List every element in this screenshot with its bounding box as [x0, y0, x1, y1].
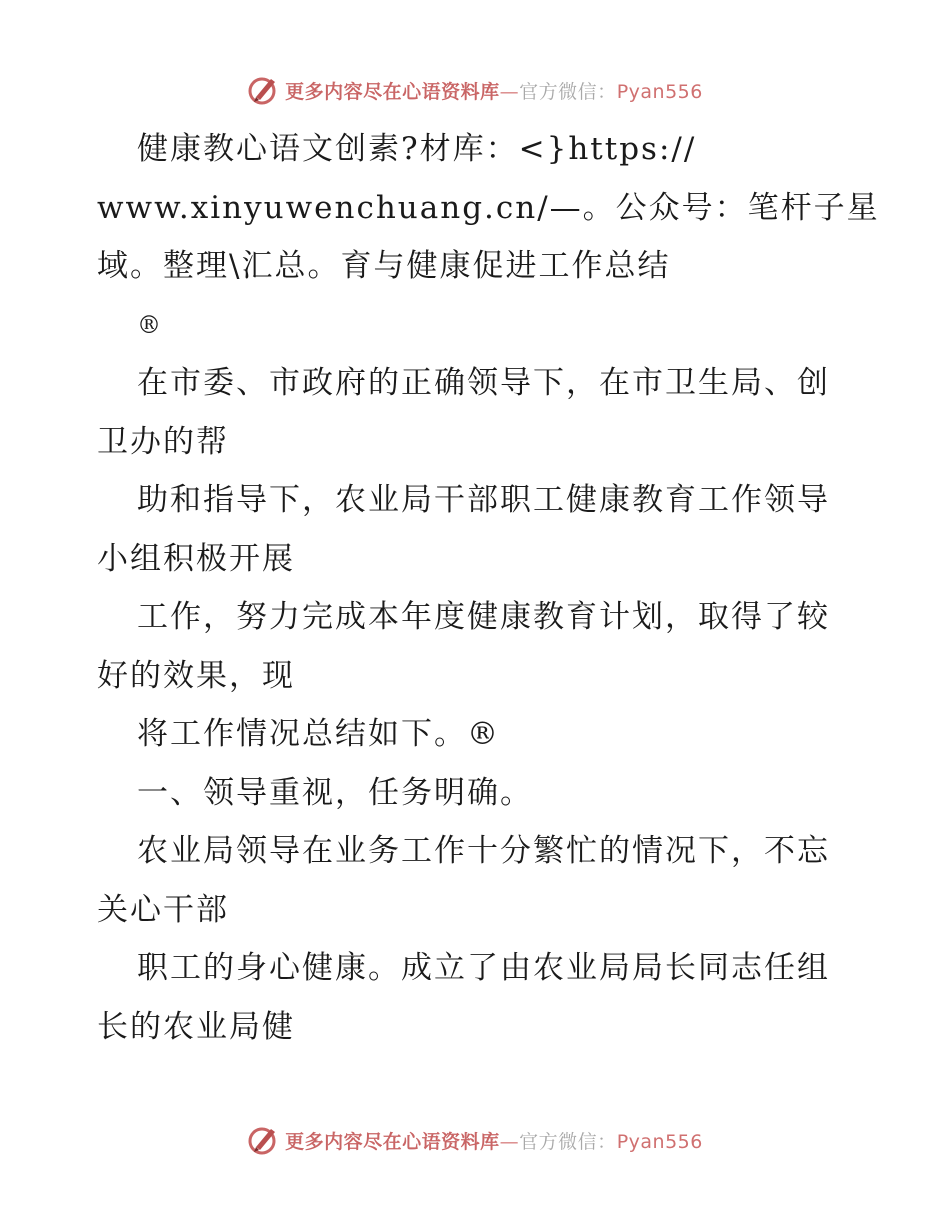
footer-banner [0, 1120, 950, 1160]
banner-dash: — [499, 1130, 520, 1153]
doc-registered-mark: ® [137, 310, 163, 339]
doc-line: 将工作情况总结如下。® [137, 716, 500, 752]
doc-section-heading: 一、领导重视，任务明确。 [137, 774, 533, 811]
doc-line: 小组积极开展 [97, 540, 295, 577]
doc-line: 工作，努力完成本年度健康教育计划，取得了较 [137, 599, 830, 635]
header-banner [0, 70, 950, 110]
doc-line: 长的农业局健 [97, 1008, 295, 1045]
doc-line: 助和指导下，农业局干部职工健康教育工作领导 [137, 482, 830, 518]
doc-line: 职工的身心健康。成立了由农业局局长同志任组 [137, 950, 830, 986]
banner-wechat-label: 官方微信： [519, 80, 617, 103]
banner-dash: — [499, 80, 520, 103]
doc-line: 域。整理\汇总。育与健康促进工作总结 [97, 248, 671, 284]
doc-line: www.xinyuwenchuang.cn/—。公众号：笔杆子星 [97, 189, 880, 226]
banner-wechat-id: Pyan556 [616, 1130, 703, 1153]
banner-brand: 更多内容尽在心语资料库 [285, 1130, 500, 1153]
doc-line: 健康教心语文创素?材库：<}https:// [137, 131, 697, 167]
document-body [97, 120, 880, 1056]
doc-line: 农业局领导在业务工作十分繁忙的情况下，不忘 [137, 833, 830, 869]
pen-logo-icon [247, 1123, 281, 1157]
doc-line: 好的效果，现 [97, 657, 295, 694]
doc-line: 在市委、市政府的正确领导下，在市卫生局、创 [137, 365, 830, 401]
banner-wechat-id: Pyan556 [616, 80, 703, 103]
banner-wechat-label: 官方微信： [519, 1130, 617, 1153]
banner-text [285, 77, 703, 104]
banner-brand: 更多内容尽在心语资料库 [285, 80, 500, 103]
doc-line: 关心干部 [97, 891, 229, 928]
banner-text [285, 1127, 703, 1154]
doc-line: 卫办的帮 [97, 423, 229, 460]
pen-logo-icon [247, 73, 281, 107]
